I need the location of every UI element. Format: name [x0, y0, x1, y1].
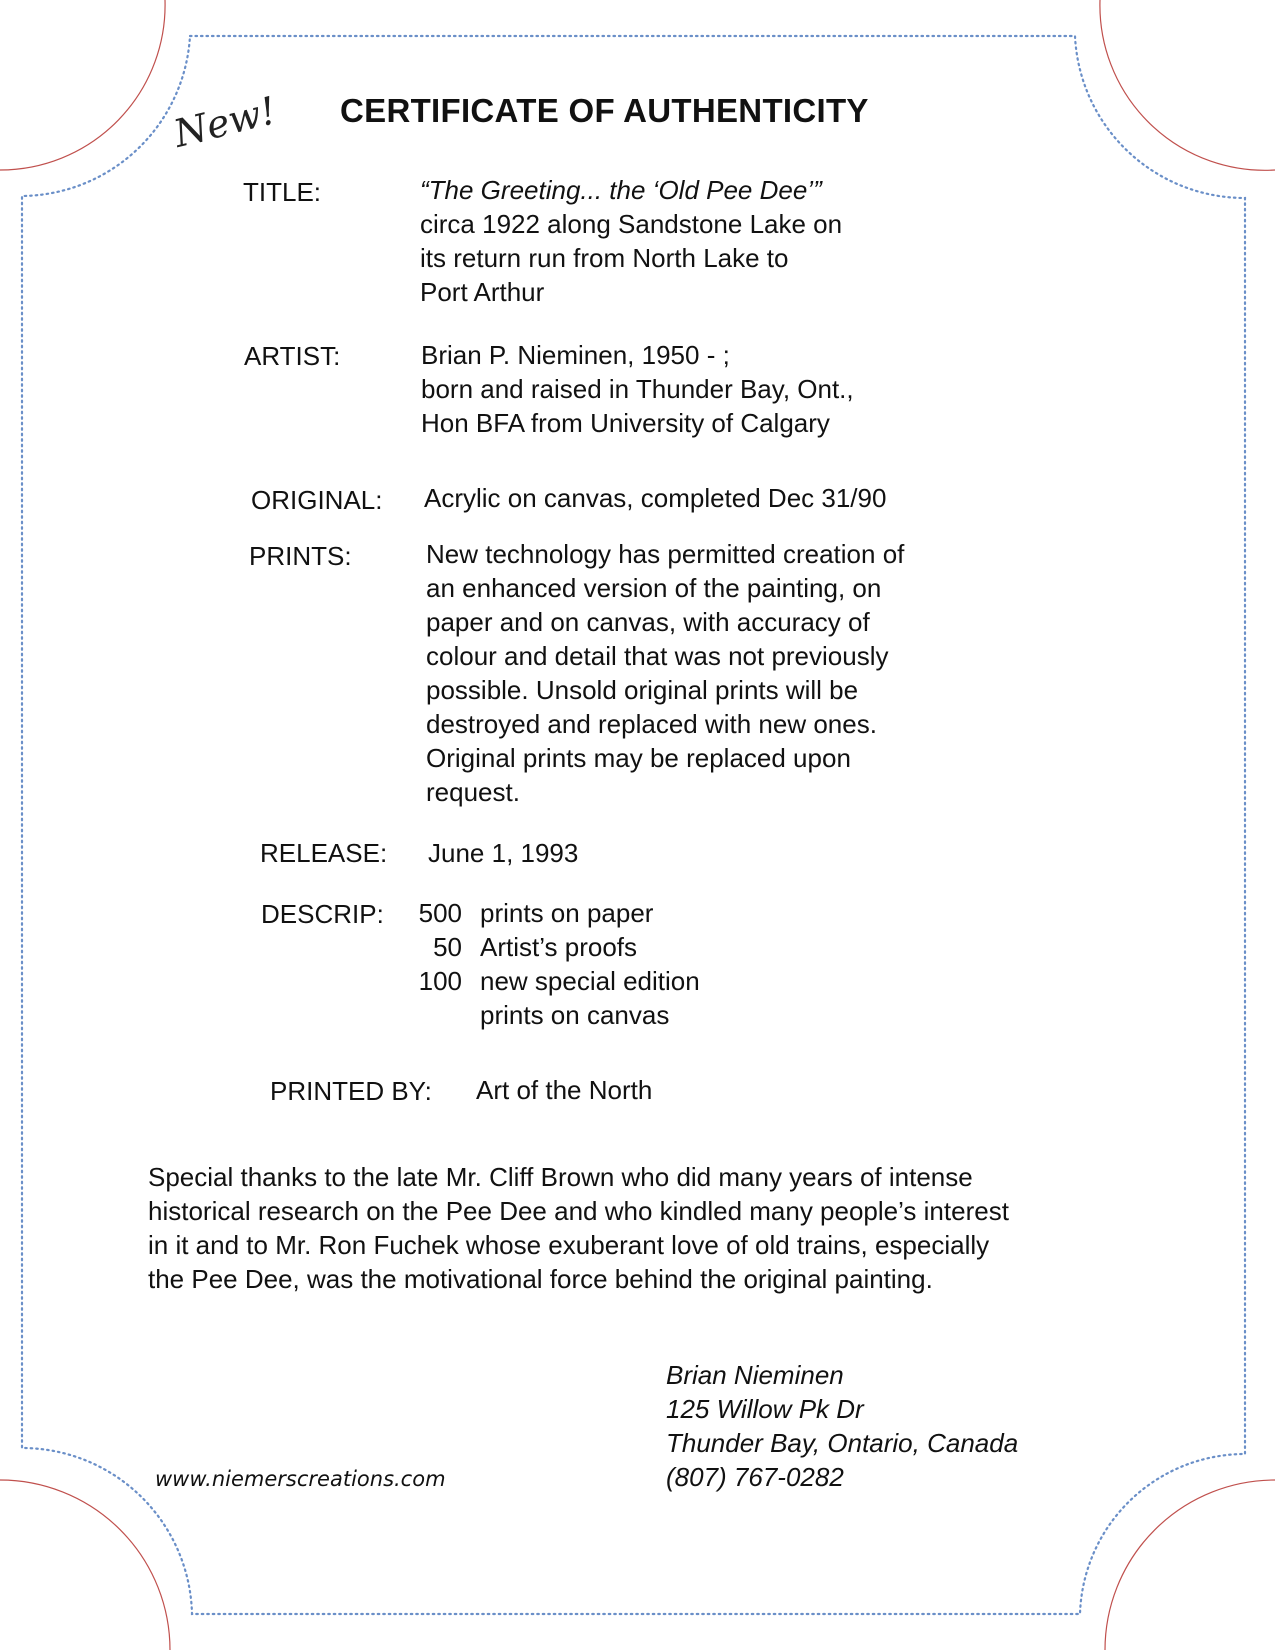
corner-arc-bottom-right — [1105, 1480, 1275, 1650]
printed-by-label: PRINTED BY: — [270, 1076, 432, 1106]
website-link[interactable]: www.niemerscreations.com — [155, 1467, 446, 1491]
title-value: “The Greeting... the ‘Old Pee Dee’” circa 1922 along Sandstone Lake on its return run from North Lake to Port Arthur — [420, 175, 843, 307]
descrip-item: 50 Artist’s proofs — [433, 932, 638, 962]
title-label: TITLE: — [243, 177, 322, 207]
artist-label: ARTIST: — [244, 341, 341, 371]
descrip-item: prints on canvas — [480, 1000, 670, 1030]
descrip-item: 100 new special edition — [418, 966, 700, 996]
new-stamp: New! — [169, 88, 281, 156]
prints-value: New technology has permitted creation of an enhanced version of the painting, on paper and on canvas, with accuracy of colour and detail that was not previously possible. Unsold original prints will be destroyed and replaced with new ones. Original prints may be replaced upon request. — [426, 539, 905, 807]
original-label: ORIGINAL: — [251, 485, 383, 515]
original-value: Acrylic on canvas, completed Dec 31/90 — [424, 483, 887, 513]
release-label: RELEASE: — [260, 838, 388, 868]
printed-by-value: Art of the North — [476, 1075, 653, 1105]
certificate-heading: CERTIFICATE OF AUTHENTICITY — [340, 92, 869, 129]
artist-value: Brian P. Nieminen, 1950 - ; born and raised in Thunder Bay, Ont., Hon BFA from University of Calgary — [421, 340, 854, 438]
contact-city: Thunder Bay, Ontario, Canada — [666, 1428, 1019, 1458]
contact-block — [666, 1358, 1018, 1494]
thanks-paragraph: Special thanks to the late Mr. Cliff Brown who did many years of intense historical research on the Pee Dee and who kindled many people’s interest in it and to Mr. Ron Fuchek whose exuberant love of old trains, especially the Pee Dee, was the motivational force behind the original painting. — [148, 1162, 1009, 1294]
corner-arc-top-left — [0, 0, 165, 170]
corner-arc-bottom-left — [0, 1480, 170, 1650]
release-value: June 1, 1993 — [428, 838, 579, 868]
corner-arc-top-right — [1100, 0, 1275, 170]
descrip-item: 500 prints on paper — [418, 898, 654, 928]
contact-name: Brian Nieminen — [666, 1360, 844, 1390]
contact-street: 125 Willow Pk Dr — [666, 1394, 864, 1424]
descrip-list — [412, 896, 700, 1032]
descrip-label: DESCRIP: — [261, 899, 384, 929]
prints-label: PRINTS: — [249, 541, 352, 571]
contact-phone: (807) 767-0282 — [666, 1462, 844, 1492]
